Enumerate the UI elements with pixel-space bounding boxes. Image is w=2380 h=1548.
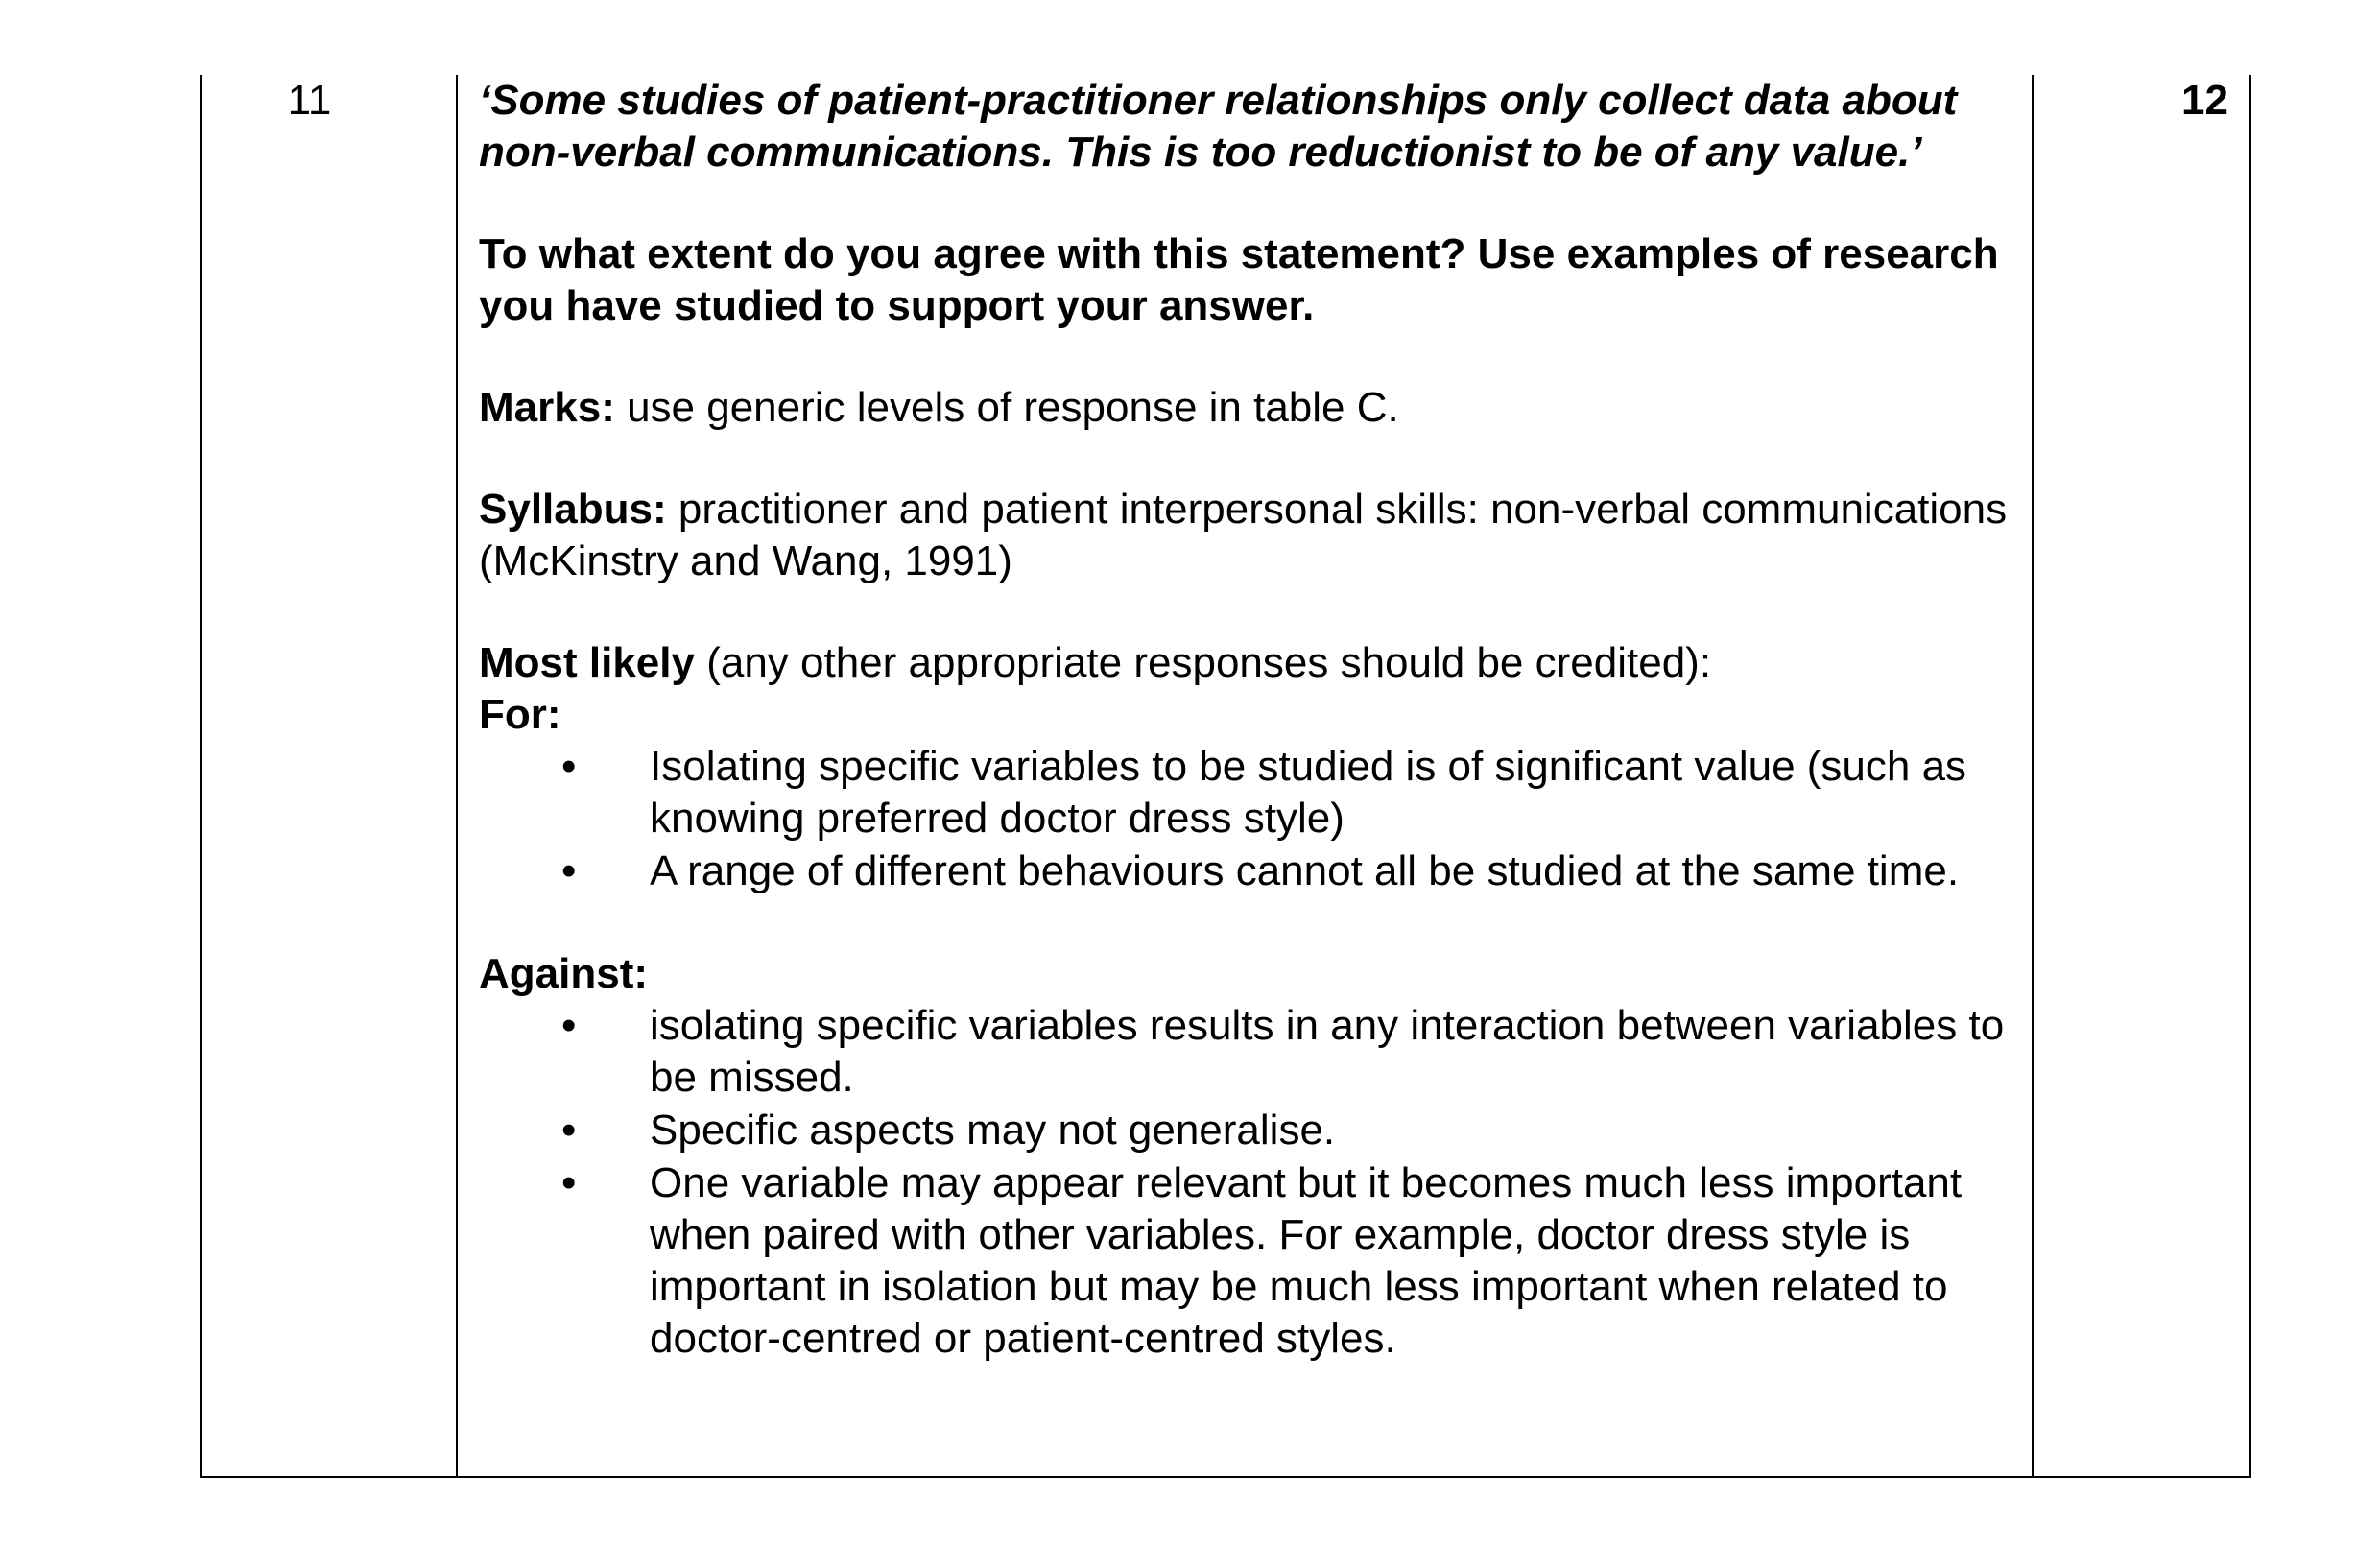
list-item [479, 1000, 2014, 1104]
question-quote: ‘Some studies of patient-practitioner relationships only collect data about non-verbal communications. This is too reductionist to be of any value.’ [479, 77, 1958, 176]
marks-text: use generic levels of response in table C. [614, 384, 1399, 431]
question-number-cell [201, 75, 457, 1477]
list-item-text: isolating specific variables results in any interaction between variables to be missed. [650, 1002, 2005, 1101]
against-list [479, 1000, 2014, 1365]
bullet-icon: • [561, 743, 577, 790]
for-list [479, 741, 2014, 897]
most-likely-label: Most likely [479, 639, 695, 686]
list-item [479, 741, 2014, 845]
table-row [201, 75, 2250, 1477]
list-item-text: A range of different behaviours cannot all be studied at the same time. [650, 847, 1960, 894]
marks-label: Marks: [479, 384, 615, 431]
list-item [479, 1105, 2014, 1156]
bullet-icon: • [561, 1107, 577, 1154]
marks-cell [2033, 75, 2250, 1477]
syllabus-text: practitioner and patient interpersonal skills: non-verbal communications (McKinstry and Wang, 1991) [479, 486, 2008, 584]
list-item-text: Specific aspects may not generalise. [650, 1107, 1336, 1154]
list-item-text: Isolating specific variables to be studied is of significant value (such as knowing preferred doctor dress style) [650, 743, 1967, 842]
list-item [479, 1157, 2014, 1365]
for-heading: For: [479, 691, 561, 738]
bullet-icon: • [561, 847, 577, 894]
list-item-text: One variable may appear relevant but it becomes much less important when paired with other variables. For example, doctor dress style is important in isolation but may be much less important when related to doctor-centred or patient-centred styles. [650, 1159, 1963, 1362]
most-likely-line [479, 637, 2014, 689]
syllabus-label: Syllabus: [479, 486, 667, 533]
bullet-icon: • [561, 1159, 577, 1206]
syllabus-line [479, 484, 2014, 587]
most-likely-text: (any other appropriate responses should be credited): [694, 639, 1712, 686]
guidance-cell [457, 75, 2033, 1477]
against-heading: Against: [479, 950, 648, 997]
marks-line [479, 382, 2014, 434]
question-prompt: To what extent do you agree with this statement? Use examples of research you have studied to support your answer. [479, 230, 1999, 329]
mark-scheme-table [200, 75, 2251, 1478]
marks-value: 12 [2181, 77, 2228, 124]
bullet-icon: • [561, 1002, 577, 1049]
list-item [479, 845, 2014, 897]
question-number: 11 [287, 77, 332, 124]
